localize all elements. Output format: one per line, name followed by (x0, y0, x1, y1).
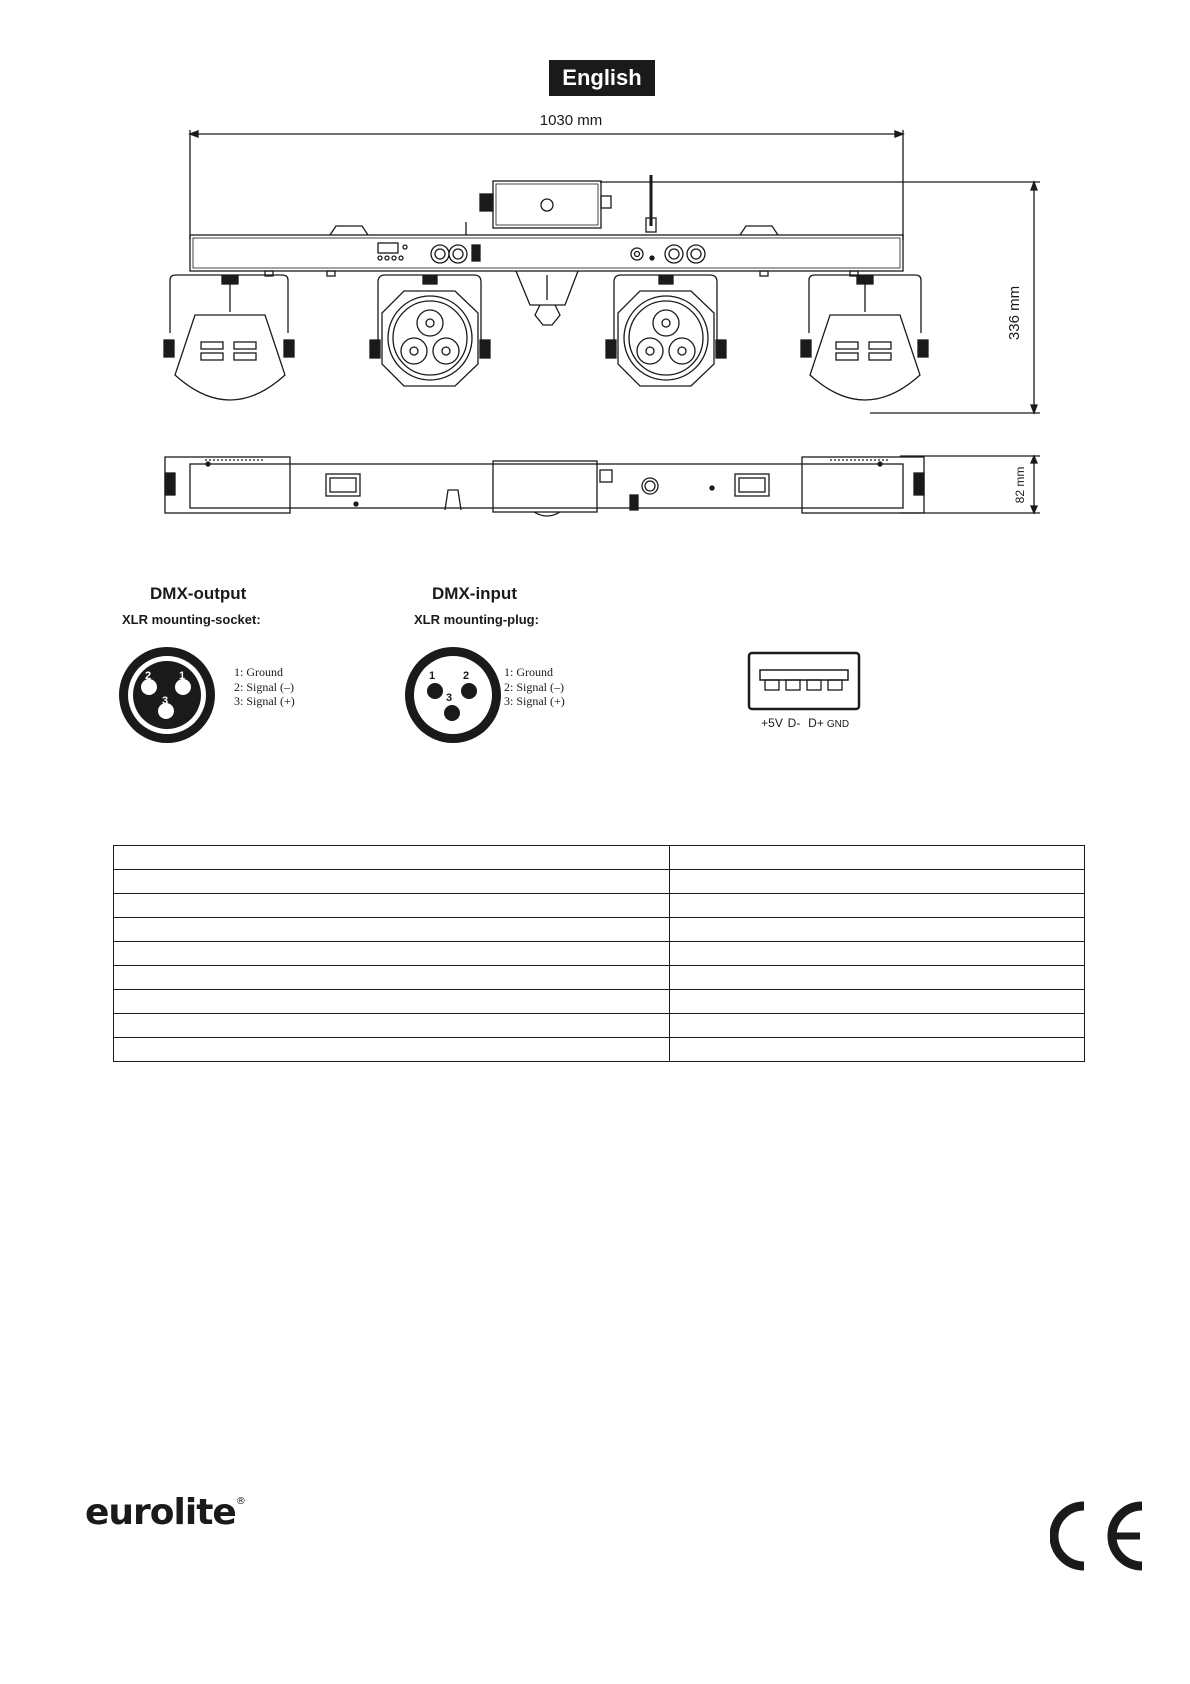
language-badge: English (549, 60, 655, 96)
table-cell (114, 942, 670, 966)
usb-pin-label: GND (826, 719, 850, 730)
dmx-output-legend (234, 665, 295, 709)
table-cell (670, 1014, 1085, 1038)
output-pin-label: 2 (144, 670, 152, 682)
table-row (114, 942, 1085, 966)
table-row (114, 870, 1085, 894)
table-cell (670, 966, 1085, 990)
table-cell (114, 846, 670, 870)
legend-line: 2: Signal (–) (504, 679, 564, 694)
legend-line: 3: Signal (+) (234, 694, 295, 708)
legend-line: 1: Ground (504, 665, 553, 679)
table-cell (670, 894, 1085, 918)
input-pin-label: 3 (445, 692, 453, 704)
table-cell (114, 870, 670, 894)
top-view-drawing (0, 440, 1190, 520)
dmx-input-title: DMX-input (432, 584, 517, 603)
dmx-input-legend (504, 665, 565, 709)
table-row (114, 894, 1085, 918)
usb-pin-label: +5V (761, 716, 783, 730)
output-pin-label: 3 (161, 695, 169, 707)
xlr-plug-icon (398, 640, 508, 750)
table-cell (114, 894, 670, 918)
width-dimension-label: 1030 mm (539, 112, 603, 129)
legend-line: 2: Signal (–) (234, 679, 294, 694)
table-row (114, 1014, 1085, 1038)
table-cell (670, 990, 1085, 1014)
brand-name: eurolite (85, 1492, 236, 1533)
usb-pin-label: D- (787, 716, 801, 730)
input-pin-label: 1 (428, 670, 436, 682)
brand-logo (85, 1492, 245, 1533)
dmx-input-subtitle: XLR mounting-plug: (414, 612, 539, 627)
legend-line: 3: Signal (+) (504, 694, 565, 708)
depth-dimension-label: 82 mm (1013, 466, 1027, 504)
table-cell (114, 918, 670, 942)
dmx-output-title: DMX-output (150, 584, 247, 603)
table-cell (114, 1038, 670, 1062)
usb-pin-label: D+ (808, 716, 824, 730)
table-cell (670, 870, 1085, 894)
spec-table (113, 845, 1085, 1062)
table-cell (670, 846, 1085, 870)
table-row (114, 918, 1085, 942)
table-cell (670, 918, 1085, 942)
height-dimension-label: 336 mm (1006, 285, 1023, 341)
xlr-socket-icon (112, 640, 222, 750)
table-row (114, 1038, 1085, 1062)
input-pin-label: 2 (462, 670, 470, 682)
ce-mark-icon (1050, 1500, 1150, 1572)
registered-mark: ® (235, 1496, 245, 1507)
legend-line: 1: Ground (234, 665, 283, 679)
table-cell (670, 942, 1085, 966)
output-pin-label: 1 (178, 670, 186, 682)
table-cell (670, 1038, 1085, 1062)
table-cell (114, 990, 670, 1014)
table-row (114, 990, 1085, 1014)
usb-socket-icon (746, 650, 866, 734)
dmx-output-subtitle: XLR mounting-socket: (122, 612, 261, 627)
front-view-drawing (0, 0, 1190, 420)
table-row (114, 846, 1085, 870)
table-cell (114, 966, 670, 990)
table-cell (114, 1014, 670, 1038)
table-row (114, 966, 1085, 990)
